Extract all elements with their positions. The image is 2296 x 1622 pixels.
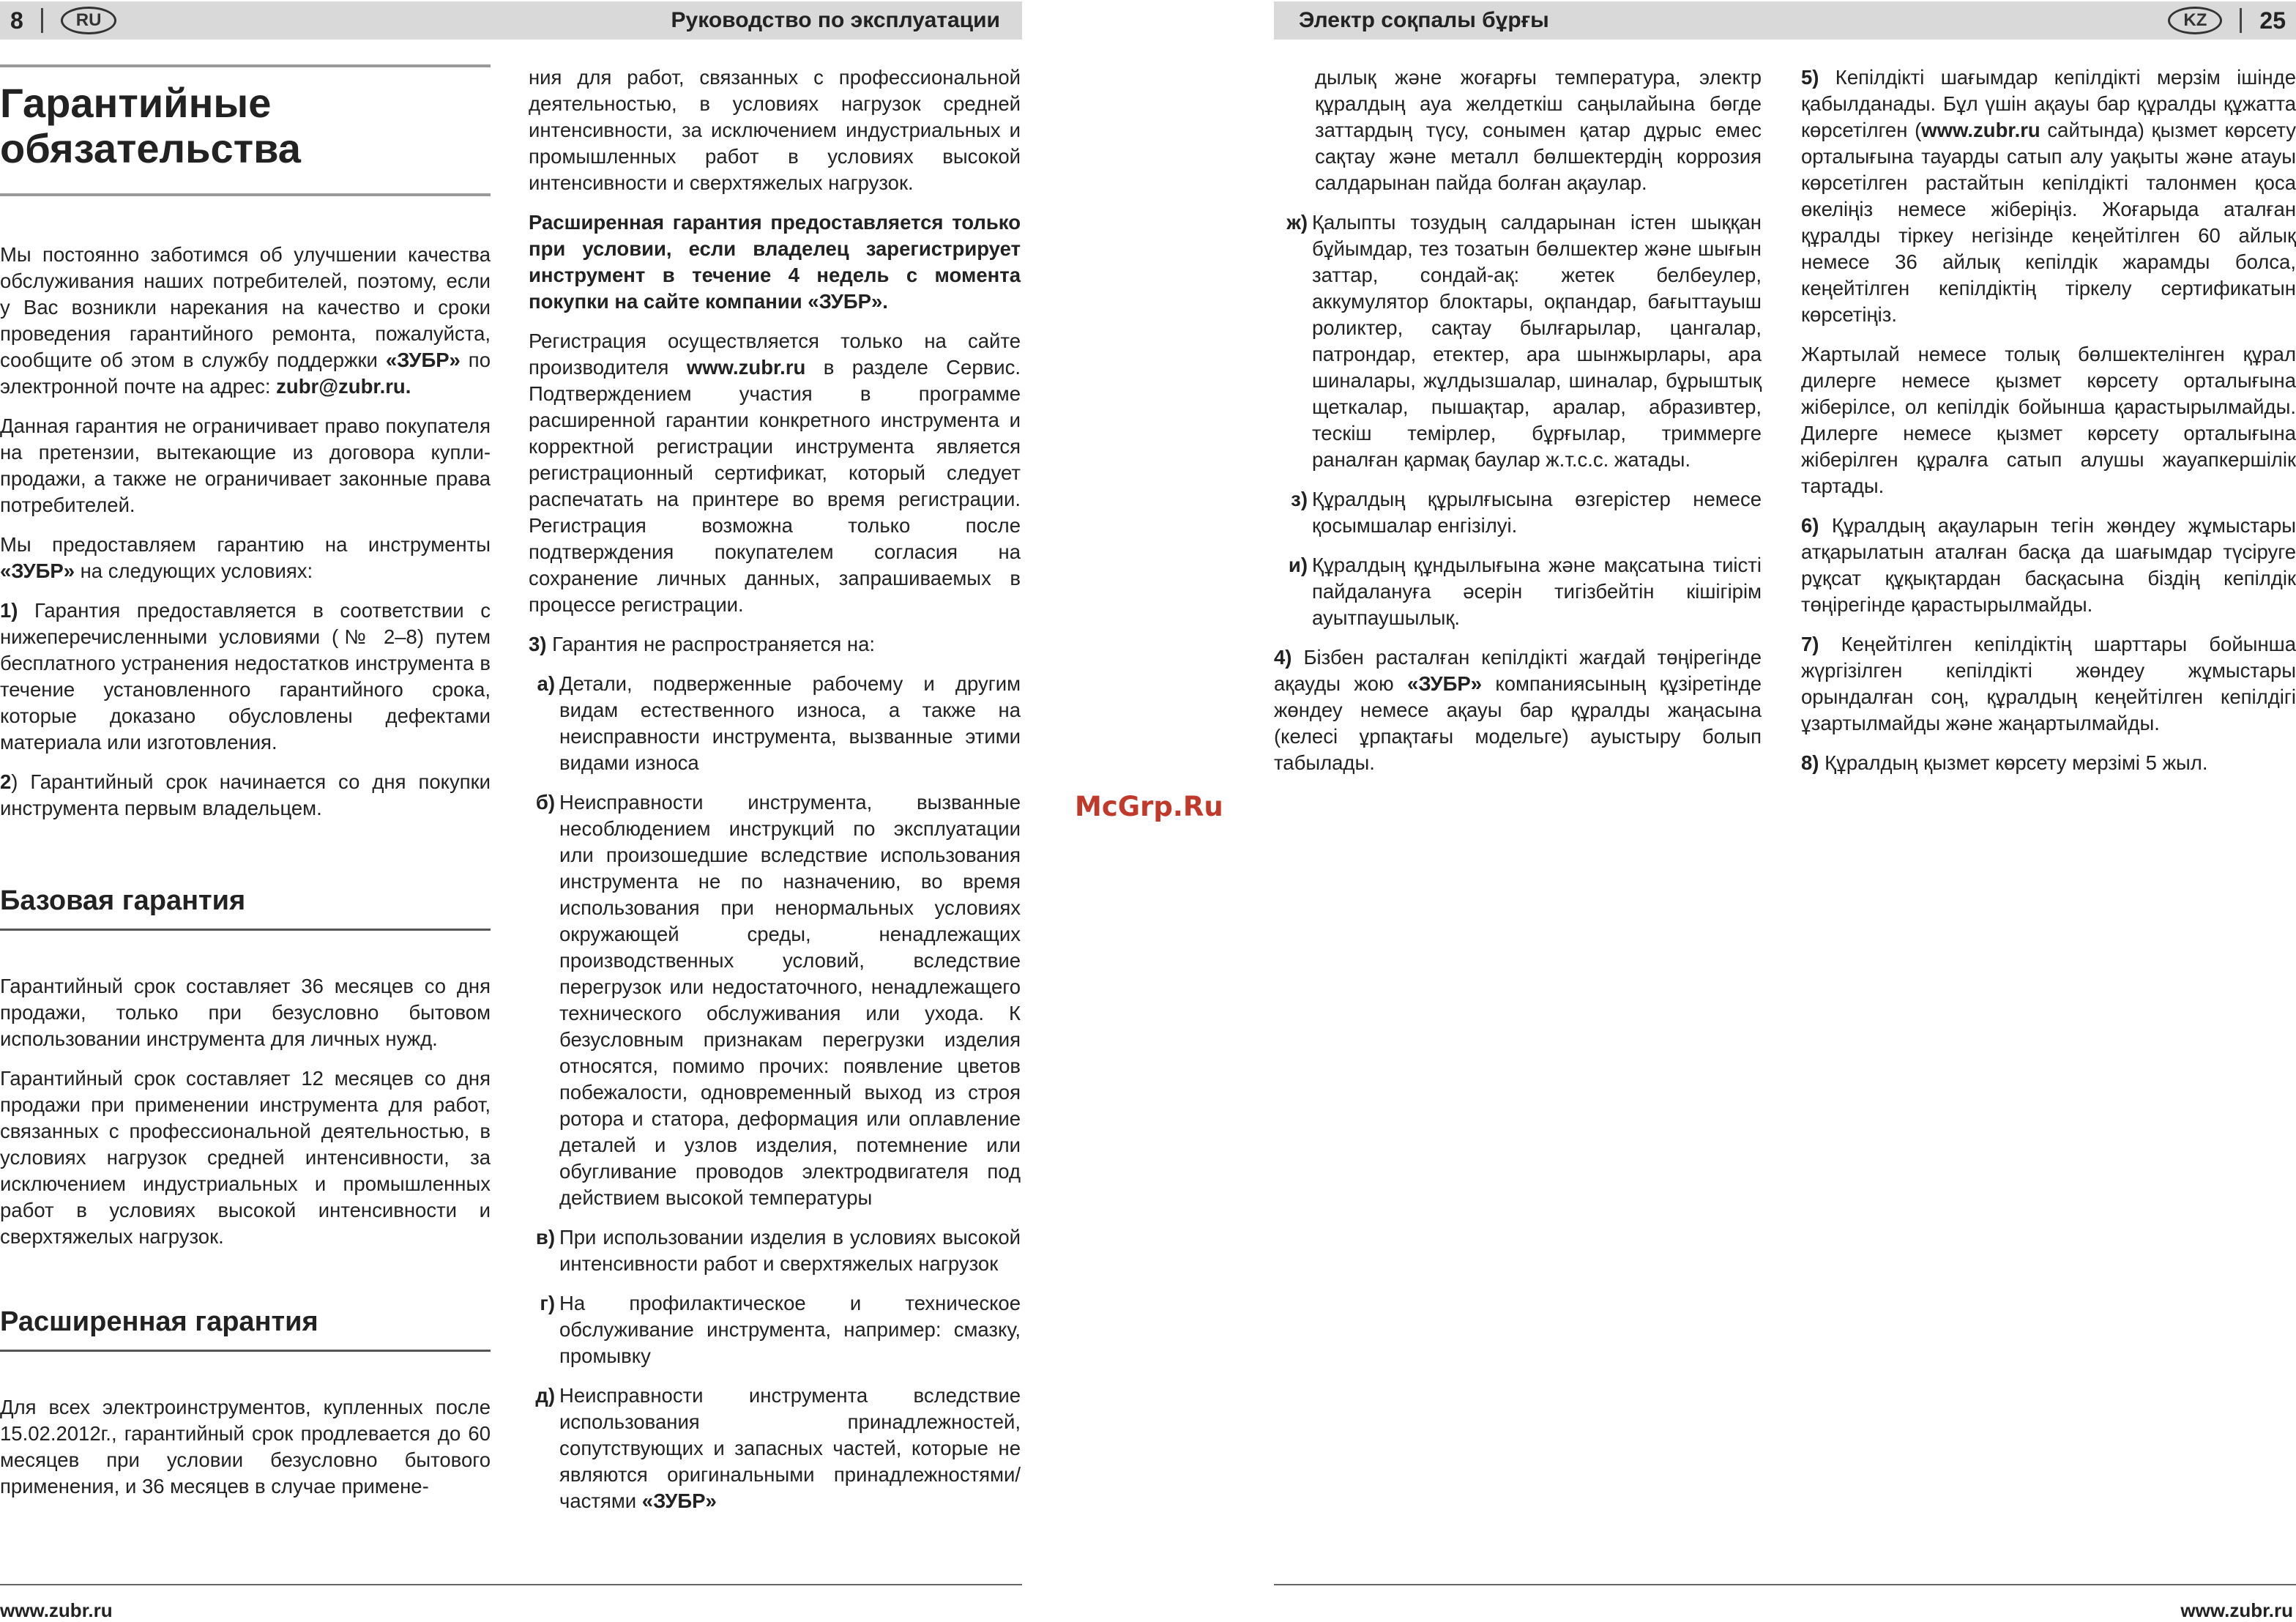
basic-warranty-heading: Базовая гарантия xyxy=(0,888,491,931)
left-column-1 xyxy=(0,64,491,1513)
condition-item-2: 2) Гарантийный срок начинается со дня покупки инструмента первым владельцем. xyxy=(0,770,491,819)
right-header-title: Электр соқпалы бұрғы xyxy=(1299,8,1549,32)
right-page-number: 25 xyxy=(2259,7,2286,34)
left-footer-url[interactable]: www.zubr.ru xyxy=(0,1599,113,1621)
right-column-1 xyxy=(1274,64,1762,789)
basic-warranty-para-1: Гарантийный срок составляет 36 месяцев со дня продажи, только при безусловно бытовом использовании инструмента для личных нужд. xyxy=(0,975,491,1050)
left-footer-rule xyxy=(0,1584,1022,1585)
left-column-2 xyxy=(529,64,1021,1528)
right-header-bar xyxy=(1274,1,2296,40)
right-column-2 xyxy=(1801,64,2296,789)
kz-item-6: 6) Құралдың ақауларын тегін жөндеу жұмыстары атқарылатын аталған басқа да шағымдар түсіруге рұқсат құқықтардан басқасына біздің кепілдік төңірегінде қарастырылмайды. xyxy=(1801,514,2296,616)
kz-service-site: www.zubr.ru xyxy=(1921,119,2040,141)
extended-warranty-heading: Расширенная гарантия xyxy=(0,1309,491,1352)
page-title-line2: обязательства xyxy=(0,125,301,171)
registration-requirement: Расширенная гарантия предоставляется только при условии, если владелец зарегистрирует инструмент в течение 4 недель с момента покупки на сайте компании «ЗУБР». xyxy=(529,211,1021,313)
kz-item-4: 4) Бізбен расталған кепілдікті жағдай төңірегінде ақауды жою «ЗУБР» компаниясының құзіретінде жөндеу немесе ақауы бар құралды жаңасына (келесі ұрпақтағы модельге) ауыстыру болып табылады. xyxy=(1274,646,1762,774)
right-footer-url[interactable]: www.zubr.ru xyxy=(2180,1599,2293,1621)
page-title xyxy=(0,81,491,171)
header-separator xyxy=(2240,8,2242,33)
kz-partial-paragraph: Жартылай немесе толық бөлшектелінген құрал дилерге немесе қызмет көрсету орталығына жіберілсе, ол кепілдік бойынша қарастырылмайды. Дилерге немесе қызмет көрсету орталығына жіберілген құралға сатып алушы жауапкершілік тартады. xyxy=(1801,343,2296,497)
kz-language-badge: KZ xyxy=(2168,7,2222,34)
kz-item-5: 5) Кепілдікті шағымдар кепілдікті мерзім ішінде қабылданады. Бұл үшін ақауы бар құралды құжатта көрсетілген (www.zubr.ru сайтында) қызмет көрсету орталығына тауарды сатып алу уақыты және атауы көрсетілген растайтын кепілдікті талонмен қоса өкеліңіз немесе жіберіңіз. Жоғарыда аталған құралды тіркеу негізінде кеңейтілген 60 айлық немесе 36 айлық кепілдік жарамды болса, кеңейтілген кепілдіктің тіркелу сертификатын көрсетіңіз. xyxy=(1801,66,2296,326)
exclusion-item: б) Неисправности инструмента, вызванные несоблюдением инструкций по эксплуатации или произошедшие вследствие использования инструмента не по назначению, во время использования при ненормальных условиях окружающей среды, ненадлежащих производственных условий, вследствие перегрузок или недостаточного, ненадлежащего технического обслуживания или ухода. К безусловным признакам перегрузки изделия относятся, помимо прочих: появление цветов побежалости, одновременный выход из строя ротора и статора, деформация или оплавление деталей и узлов изделия, потемнение или обугливание проводов электродвигателя под действием высокой температуры xyxy=(535,791,1021,1209)
left-header-title: Руководство по эксплуатации xyxy=(671,8,1000,32)
ru-language-badge: RU xyxy=(61,7,117,34)
support-email: zubr@zubr.ru. xyxy=(276,375,411,398)
condition-item-1: 1) Гарантия предоставляется в соответствии с нижеперечисленными условиями (№ 2–8) путем бесплатного устранения недостатков инструмента в течение установленного гарантийного срока, которые доказано обусловлены дефектами материала или изготовления. xyxy=(0,599,491,754)
title-rule-bottom xyxy=(0,193,491,196)
extended-warranty-para: Для всех электроинструментов, купленных после 15.02.2012г., гарантийный срок продлевается до 60 месяцев при условии безусловно бытового применения, и 36 месяцев в случае примене- xyxy=(0,1396,491,1498)
exclusion-item: а) Детали, подверженные рабочему и другим видам естественного износа, а также на неисправности инструмента, вызванные этими видами износа xyxy=(537,672,1021,774)
page-title-line1: Гарантийные xyxy=(0,80,272,126)
kz-item-7: 7) Кеңейтілген кепілдіктің шарттары бойынша жүргізілген кепілдікті жөндеу жұмыстары орындалған соң, құралдың кеңейтілген кепілдігі ұзартылмайды және жаңартылмайды. xyxy=(1801,633,2296,734)
left-page-number: 8 xyxy=(10,7,23,34)
kz-item-8: 8) Құралдың қызмет көрсету мерзімі 5 жыл. xyxy=(1801,751,2208,774)
right-footer-rule xyxy=(1274,1584,2296,1585)
kz-exclusion-item: и) Құралдың құндылығына және мақсатына тиісті пайдалануға әсерін тигізбейтін кішігірім ауытпаушылық. xyxy=(1288,554,1762,629)
intro-paragraph: Мы постоянно заботимся об улучшении качества обслуживания наших потребителей, поэтому, если у Вас возникли нарекания на качество и сроки проведения гарантийного ремонта, пожалуйста, сообщите об этом в службу поддержки «ЗУБР» по электронной почте на адрес: zubr@zubr.ru. xyxy=(0,243,491,398)
registration-site: www.zubr.ru xyxy=(686,356,806,379)
exclusion-item: г) На профилактическое и техническое обслуживание инструмента, например: смазку, промывку xyxy=(540,1292,1021,1367)
watermark: McGrp.Ru xyxy=(1075,791,1223,822)
kz-exclusion-item: з) Құралдың құрылғысына өзгерістер немесе қосымшалар енгізілуі. xyxy=(1291,488,1762,537)
title-rule-top xyxy=(0,64,491,67)
right-page xyxy=(1274,0,2296,1621)
registration-paragraph: Регистрация осуществляется только на сайте производителя www.zubr.ru в разделе Сервис. Подтверждением участия в программе расширенной гарантии конкретного инструмента и корректной регистрации инструмента является регистрационный сертификат, который следует распечатать на принтере во время регистрации. Регистрация возможна только после подтверждения покупателем согласия на сохранение личных данных, запрашиваемых в процессе регистрации. xyxy=(529,330,1021,616)
conditions-intro: Мы предоставляем гарантию на инструменты «ЗУБР» на следующих условиях: xyxy=(0,533,491,582)
kz-continuation: дылық және жоғарғы температура, электр құралдың ауа желдеткіш саңылайына бөгде заттардың түсу, сонымен қатар дұрыс емес сақтау және металл бөлшектердің коррозия салдарынан пайда болған ақаулар. xyxy=(1315,66,1762,194)
condition-item-3: 3) Гарантия не распространяется на: xyxy=(529,633,876,655)
exclusion-item: в) При использовании изделия в условиях высокой интенсивности работ и сверхтяжелых нагрузок xyxy=(535,1226,1021,1275)
extended-continuation: ния для работ, связанных с профессиональной деятельностью, в условиях нагрузок средней интенсивности, за исключением индустриальных и промышленных работ в условиях высокой интенсивности и сверхтяжелых нагрузок. xyxy=(529,66,1021,194)
header-separator xyxy=(41,8,43,33)
left-page xyxy=(0,0,1022,1621)
kz-exclusion-item: ж) Қалыпты тозудың салдарынан істен шыққан бұйымдар, тез тозатын бөлшектер және шығын заттар, сондай-ақ: жетек белбеулер, аккумулятор блоктары, оқпандар, бағыттауыш роликтер, сақтау былғарылар, цангалар, патрондар, етектер, ара шынжырлары, ара шиналары, жұлдызшалар, шиналар, бұрыштық щеткалар, пышақтар, аралар, абразивтер, тескіш темірлер, бұрғылар, триммерге раналған қармақ баулар ж.т.с.с. жатады. xyxy=(1286,211,1762,471)
exclusion-item: д) Неисправности инструмента вследствие использования принадлежностей, сопутствующих и запасных частей, которые не являются оригинальными принадлежностями/частями «ЗУБР» xyxy=(535,1384,1021,1512)
basic-warranty-para-2: Гарантийный срок составляет 12 месяцев со дня продажи при применении инструмента для работ, связанных с профессиональной деятельностью, в условиях нагрузок средней интенсивности, за исключением индустриальных и промышленных работ в условиях высокой интенсивности и сверхтяжелых нагрузок. xyxy=(0,1067,491,1248)
rights-paragraph: Данная гарантия не ограничивает право покупателя на претензии, вытекающие из договора купли-продажи, а также не ограничивает законные права потребителей. xyxy=(0,414,491,516)
left-header-bar xyxy=(0,1,1022,40)
